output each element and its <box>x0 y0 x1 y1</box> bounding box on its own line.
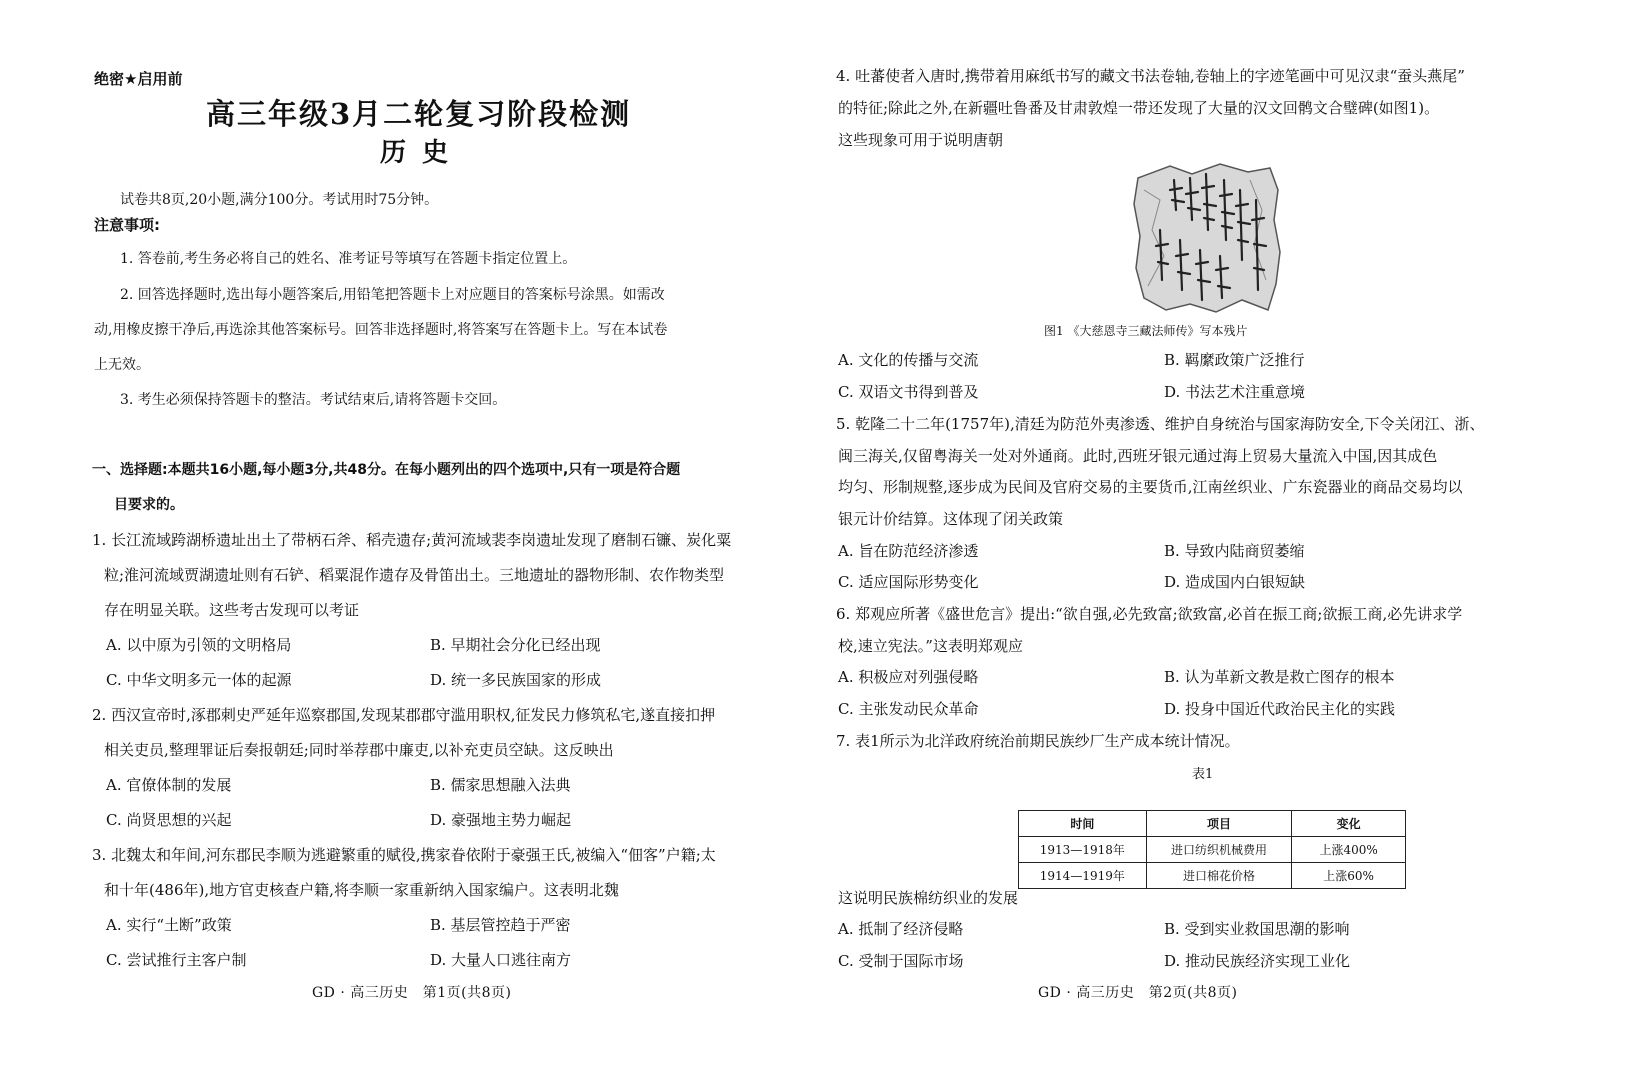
q2-option-a[interactable]: A. 官僚体制的发展 <box>106 776 232 794</box>
q6-option-b[interactable]: B. 认为革新文教是救亡图存的根本 <box>1164 668 1395 686</box>
table-cell: 上涨60% <box>1292 863 1406 889</box>
subject-title: 历史 <box>380 138 465 168</box>
q7-option-b[interactable]: B. 受到实业救国思潮的影响 <box>1164 920 1350 938</box>
exam-page-1 <box>0 0 812 1079</box>
q1-option-a[interactable]: A. 以中原为引领的文明格局 <box>106 636 292 654</box>
section-heading-line-1: 一、选择题:本题共16小题,每小题3分,共48分。在每小题列出的四个选项中,只有一项是符合题 <box>92 462 681 478</box>
q5-stem-line-1: 5. 乾隆二十二年(1757年),清廷为防范外夷渗透、维护自身统治与国家海防安全,下令关闭江、浙、 <box>836 415 1485 433</box>
table-cell: 1913—1918年 <box>1019 837 1147 863</box>
q1-stem-line-3: 存在明显关联。这些考古发现可以考证 <box>104 601 360 619</box>
table-row <box>1019 863 1406 889</box>
q2-stem-line-1: 2. 西汉宣帝时,涿郡刺史严延年巡察郡国,发现某郡郡守滥用职权,征发民力修筑私宅,遂直接扣押 <box>92 706 716 724</box>
q7-option-d[interactable]: D. 推动民族经济实现工业化 <box>1164 952 1351 970</box>
q6-stem-line-1: 6. 郑观应所著《盛世危言》提出:“欲自强,必先致富;欲致富,必首在振工商;欲振工商,必先讲求学 <box>836 605 1463 623</box>
q3-option-b[interactable]: B. 基层管控趋于严密 <box>430 916 571 934</box>
q7-option-a[interactable]: A. 抵制了经济侵略 <box>838 920 964 938</box>
q6-option-d[interactable]: D. 投身中国近代政治民主化的实践 <box>1164 700 1396 718</box>
figure-caption: 图1 《大慈恩寺三藏法师传》写本残片 <box>1044 324 1248 338</box>
q2-option-b[interactable]: B. 儒家思想融入法典 <box>430 776 571 794</box>
q5-stem-line-4: 银元计价结算。这体现了闭关政策 <box>838 510 1064 528</box>
q1-option-b[interactable]: B. 早期社会分化已经出现 <box>430 636 601 654</box>
q6-stem-line-2: 校,速立宪法。”这表明郑观应 <box>838 637 1023 655</box>
confidential-label: 绝密★启用前 <box>94 70 183 88</box>
q4-stem-line-2: 的特征;除此之外,在新疆吐鲁番及甘肃敦煌一带还发现了大量的汉文回鹘文合璧碑(如图1)。 <box>838 99 1440 117</box>
table-header-row <box>1019 811 1406 837</box>
table-header-cell: 项目 <box>1146 811 1292 837</box>
manuscript-fragment-image <box>1130 160 1282 318</box>
section-heading-line-2: 目要求的。 <box>114 497 184 513</box>
q4-option-a[interactable]: A. 文化的传播与交流 <box>838 351 979 369</box>
q4-stem-line-1: 4. 吐蕃使者入唐时,携带着用麻纸书写的藏文书法卷轴,卷轴上的字迹笔画中可见汉隶“蚕头燕尾” <box>836 67 1465 85</box>
table-cell: 进口棉花价格 <box>1146 863 1292 889</box>
notice-item-1: 1. 答卷前,考生务必将自己的姓名、准考证号等填写在答题卡指定位置上。 <box>120 251 577 267</box>
q3-option-c[interactable]: C. 尝试推行主客户制 <box>106 951 247 969</box>
cost-statistics-table <box>1018 810 1406 889</box>
table-cell: 上涨400% <box>1292 837 1406 863</box>
q2-option-c[interactable]: C. 尚贤思想的兴起 <box>106 811 232 829</box>
q5-option-a[interactable]: A. 旨在防范经济渗透 <box>838 542 979 560</box>
q1-stem-line-2: 粒;淮河流域贾湖遗址则有石铲、稻粟混作遗存及骨笛出土。三地遗址的器物形制、农作物类型 <box>104 566 725 584</box>
q2-stem-line-2: 相关吏员,整理罪证后奏报朝廷;同时举荐郡中廉吏,以补充吏员空缺。这反映出 <box>104 741 614 759</box>
q3-stem-line-1: 3. 北魏太和年间,河东郡民李顺为逃避繁重的赋役,携家眷依附于豪强王氏,被编入“佃客”户籍;太 <box>92 846 716 864</box>
notice-item-2-line-1: 2. 回答选择题时,选出每小题答案后,用铅笔把答题卡上对应题目的答案标号涂黑。如需改 <box>120 287 665 303</box>
q3-option-a[interactable]: A. 实行“土断”政策 <box>106 916 232 934</box>
exam-title: 高三年级3月二轮复习阶段检测 <box>206 97 632 131</box>
q3-stem-line-2: 和十年(486年),地方官吏核查户籍,将李顺一家重新纳入国家编户。这表明北魏 <box>104 881 619 899</box>
q5-stem-line-2: 闽三海关,仅留粤海关一处对外通商。此时,西班牙银元通过海上贸易大量流入中国,因其成色 <box>838 447 1438 465</box>
q4-option-c[interactable]: C. 双语文书得到普及 <box>838 383 979 401</box>
q7-option-c[interactable]: C. 受制于国际市场 <box>838 952 964 970</box>
table-cell: 1914—1919年 <box>1019 863 1147 889</box>
q2-option-d[interactable]: D. 豪强地主势力崛起 <box>430 811 572 829</box>
q5-option-b[interactable]: B. 导致内陆商贸萎缩 <box>1164 542 1305 560</box>
q1-option-d[interactable]: D. 统一多民族国家的形成 <box>430 671 602 689</box>
q7-stem-line-2: 这说明民族棉纺织业的发展 <box>838 889 1019 907</box>
notice-item-2-line-2: 动,用橡皮擦干净后,再选涂其他答案标号。回答非选择题时,将答案写在答题卡上。写在本试卷 <box>94 322 668 338</box>
exam-page-2 <box>812 0 1625 1079</box>
q1-stem-line-1: 1. 长江流域跨湖桥遗址出土了带柄石斧、稻壳遗存;黄河流域裴李岗遗址发现了磨制石镰、炭化粟 <box>92 531 732 549</box>
q5-option-c[interactable]: C. 适应国际形势变化 <box>838 573 979 591</box>
table-header-cell: 变化 <box>1292 811 1406 837</box>
q6-option-c[interactable]: C. 主张发动民众革命 <box>838 700 979 718</box>
manuscript-fragment-illustration <box>1130 160 1282 318</box>
q1-option-c[interactable]: C. 中华文明多元一体的起源 <box>106 671 292 689</box>
notice-heading: 注意事项: <box>94 216 160 234</box>
q4-stem-line-3: 这些现象可用于说明唐朝 <box>838 131 1004 149</box>
q5-option-d[interactable]: D. 造成国内白银短缺 <box>1164 573 1306 591</box>
q3-option-d[interactable]: D. 大量人口逃往南方 <box>430 951 572 969</box>
q5-stem-line-3: 均匀、形制规整,逐步成为民间及官府交易的主要货币,江南丝织业、广东瓷器业的商品交易均以 <box>838 478 1463 496</box>
exam-info: 试卷共8页,20小题,满分100分。考试用时75分钟。 <box>120 192 439 208</box>
q4-option-d[interactable]: D. 书法艺术注重意境 <box>1164 383 1306 401</box>
q4-option-b[interactable]: B. 羁縻政策广泛推行 <box>1164 351 1305 369</box>
table-row <box>1019 837 1406 863</box>
table-cell: 进口纺织机械费用 <box>1146 837 1292 863</box>
q6-option-a[interactable]: A. 积极应对列强侵略 <box>838 668 979 686</box>
notice-item-2-line-3: 上无效。 <box>94 357 150 373</box>
table-title: 表1 <box>1192 767 1214 782</box>
table-header-cell: 时间 <box>1019 811 1147 837</box>
notice-item-3: 3. 考生必须保持答题卡的整洁。考试结束后,请将答题卡交回。 <box>120 392 507 408</box>
page-footer: GD · 高三历史 第1页(共8页) <box>312 985 512 1001</box>
page-footer: GD · 高三历史 第2页(共8页) <box>1038 985 1238 1001</box>
q7-stem-line-1: 7. 表1所示为北洋政府统治前期民族纱厂生产成本统计情况。 <box>836 732 1240 750</box>
